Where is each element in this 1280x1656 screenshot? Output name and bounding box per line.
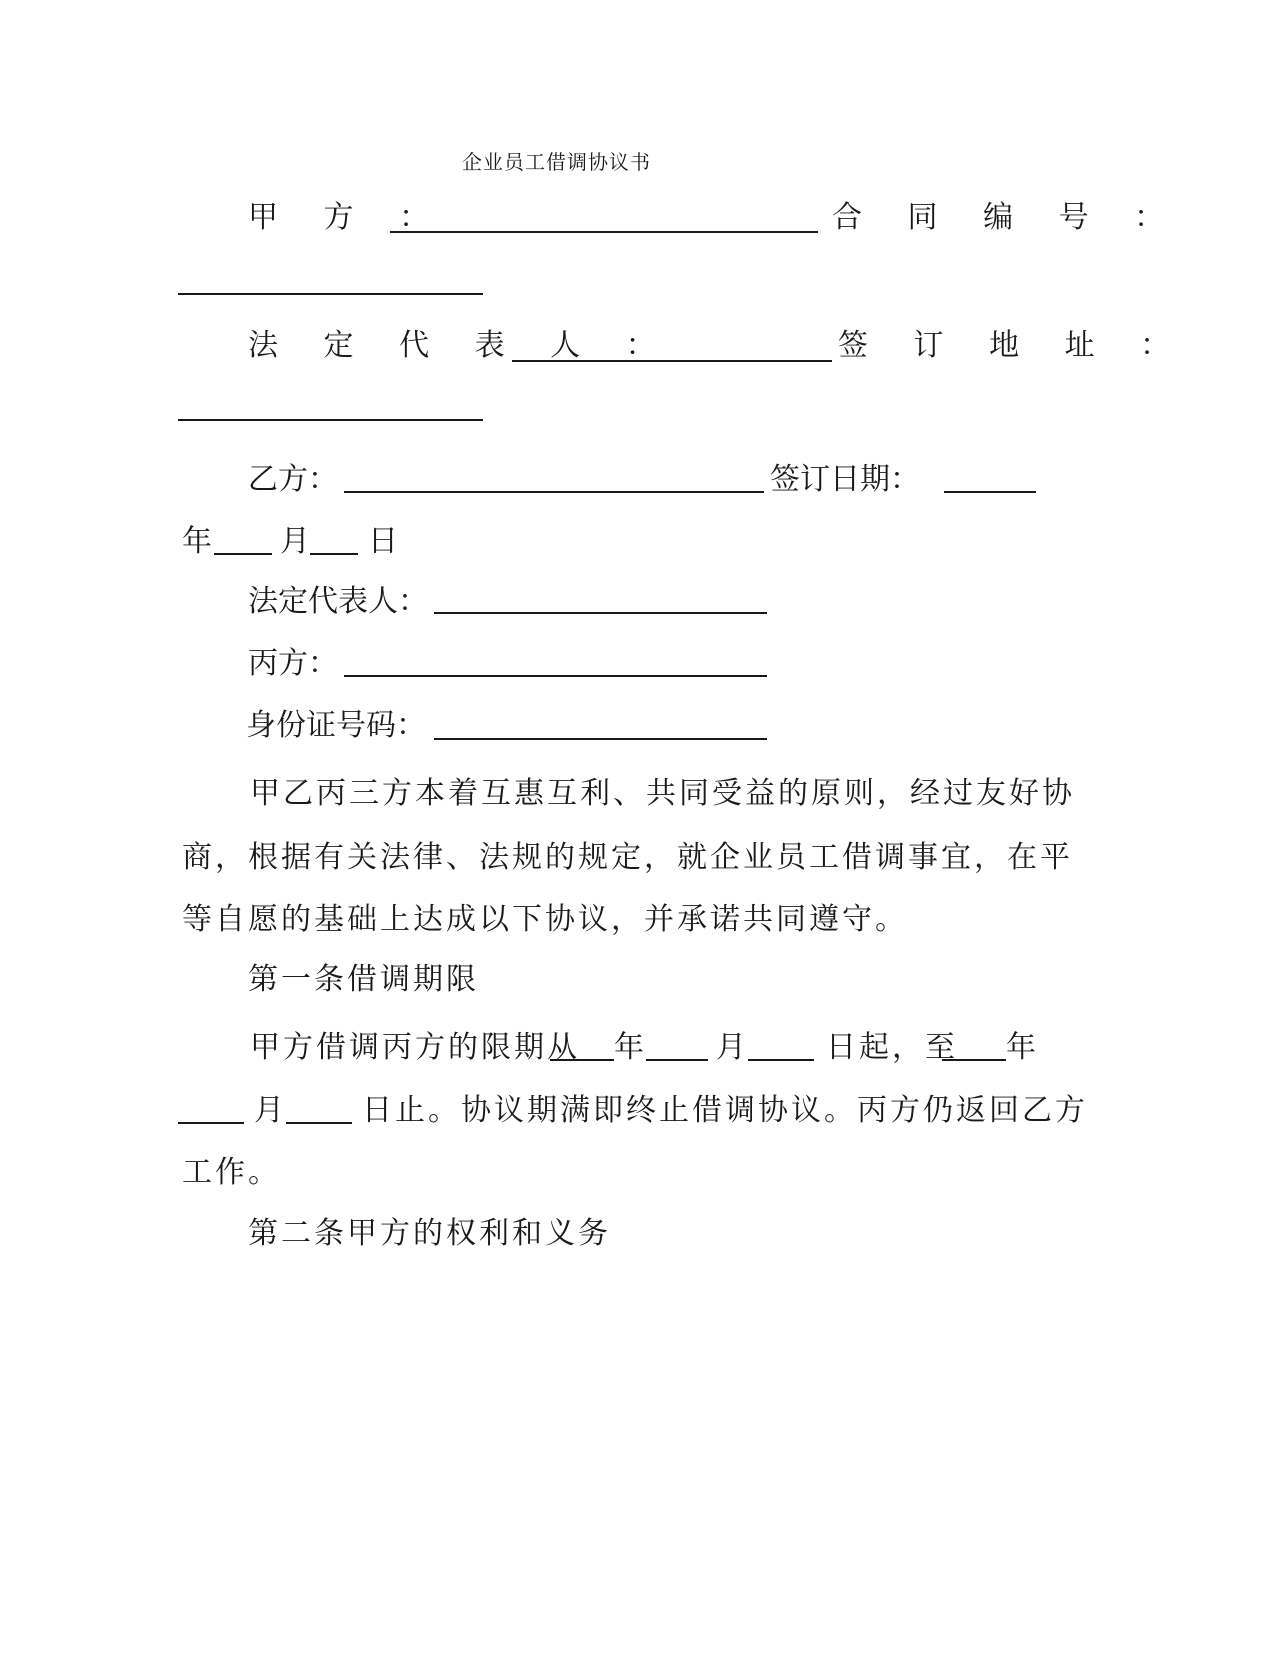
legal-rep-b-label: 法定代表人： [248, 584, 428, 619]
article-1-text-c: 工作。 [182, 1155, 281, 1190]
contract-number-blank[interactable] [178, 293, 483, 295]
legal-rep-a-blank[interactable] [512, 360, 832, 362]
id-number-blank[interactable] [434, 738, 767, 740]
period-start-month-char: 月 [716, 1030, 746, 1065]
period-start-day-blank[interactable] [748, 1059, 814, 1061]
article-1-text-a: 甲方借调丙方的限期从 [250, 1030, 580, 1065]
period-end-day-blank[interactable] [286, 1122, 352, 1124]
article-2-title: 第二条甲方的权利和义务 [248, 1216, 611, 1251]
sign-date-year-blank[interactable] [944, 491, 1036, 493]
sign-date-year-char: 年 [182, 524, 212, 559]
party-c-blank[interactable] [344, 675, 767, 677]
sign-date-day-blank[interactable] [310, 553, 358, 555]
period-end-month-blank[interactable] [178, 1122, 244, 1124]
party-b-blank[interactable] [344, 491, 764, 493]
legal-rep-a-label: 法 定 代 表 人 ： [248, 328, 674, 363]
sign-date-day-char: 日 [368, 524, 398, 559]
sign-address-blank[interactable] [178, 419, 483, 421]
period-start-year-char: 年 [614, 1030, 644, 1065]
sign-date-month-char: 月 [280, 524, 310, 559]
period-start-day-text: 日起，至 [826, 1030, 958, 1065]
party-a-blank[interactable] [390, 231, 818, 233]
legal-rep-b-blank[interactable] [434, 612, 767, 614]
preamble-line-3: 等自愿的基础上达成以下协议，并承诺共同遵守。 [182, 902, 908, 937]
party-c-label: 丙方： [248, 646, 338, 681]
period-end-month-char: 月 [254, 1093, 284, 1128]
party-a-label: 甲 方 ： [248, 200, 448, 235]
article-1-title: 第一条借调期限 [248, 962, 479, 997]
sign-address-label: 签 订 地 址 ： [838, 328, 1189, 363]
document-title: 企业员工借调协议书 [462, 150, 651, 174]
preamble-line-2: 商，根据有关法律、法规的规定，就企业员工借调事宜，在平 [182, 840, 1073, 875]
period-start-year-blank[interactable] [550, 1059, 614, 1061]
sign-date-month-blank[interactable] [214, 553, 272, 555]
article-1-text-b: 日止。协议期满即终止借调协议。丙方仍返回乙方 [362, 1093, 1088, 1128]
preamble-line-1: 甲乙丙三方本着互惠互利、共同受益的原则，经过友好协 [250, 776, 1075, 811]
period-start-month-blank[interactable] [646, 1059, 708, 1061]
period-end-year-blank[interactable] [942, 1059, 1006, 1061]
period-end-year-char: 年 [1006, 1030, 1036, 1065]
id-number-label: 身份证号码： [246, 708, 426, 743]
party-b-label: 乙方： [248, 462, 338, 497]
sign-date-label: 签订日期： [770, 462, 920, 497]
contract-number-label: 合 同 编 号 ： [832, 200, 1183, 235]
